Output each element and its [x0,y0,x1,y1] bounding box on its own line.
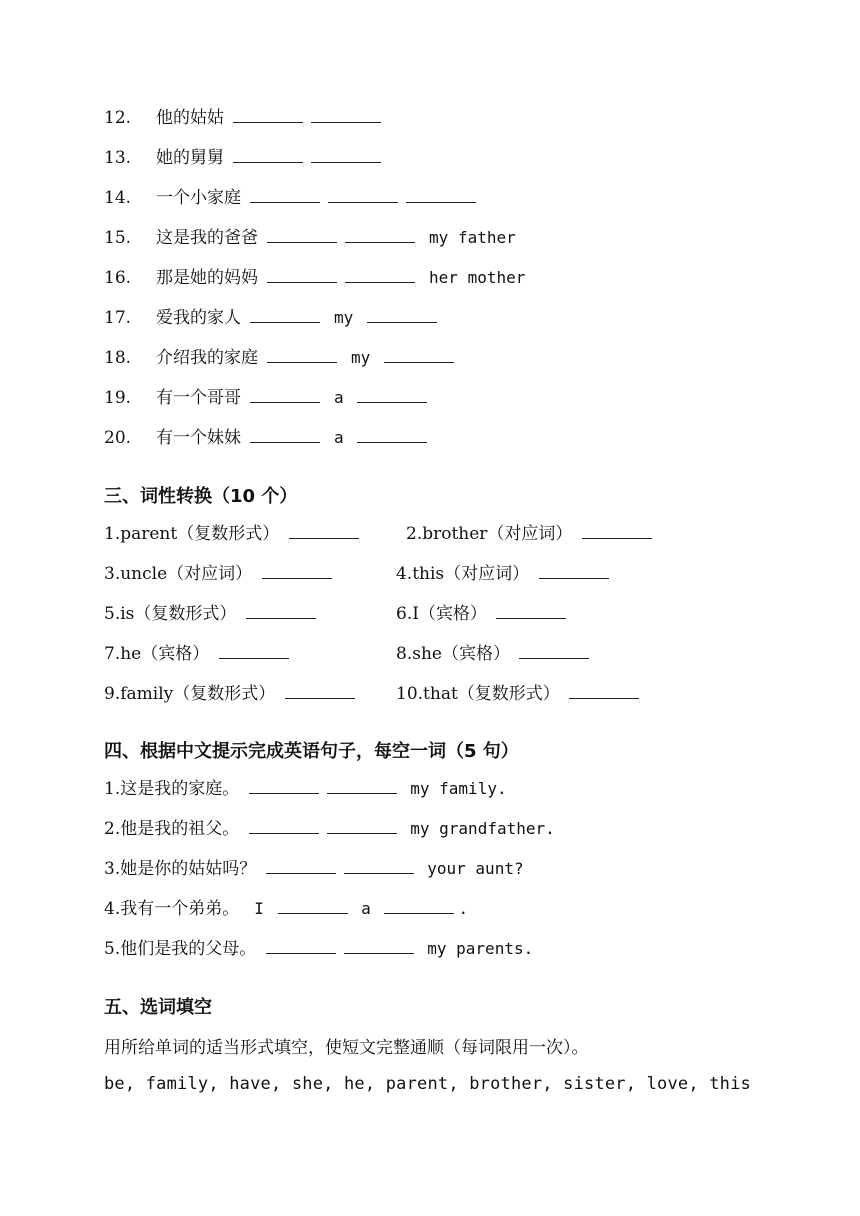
chinese-sentence: 4.我有一个弟弟。 [104,899,245,919]
item-number: 17. [104,308,132,328]
conversion-prompt: 2.brother（对应词） [406,524,578,544]
chinese-prompt: 那是她的妈妈 [156,268,264,288]
sentence-item [104,858,524,880]
item-number: 13. [104,148,132,168]
answer-blank[interactable] [285,684,355,699]
given-words: my grandfather. [400,819,555,838]
answer-blank[interactable] [519,644,589,659]
answer-blank[interactable] [345,228,415,243]
conversion-item [104,683,359,705]
conversion-prompt: 1.parent（复数形式） [104,524,285,544]
answer-blank[interactable] [267,228,337,243]
sentence-item [104,898,468,920]
item-number: 15. [104,228,132,248]
chinese-prompt: 有一个哥哥 [156,388,247,408]
answer-blank[interactable] [327,779,397,794]
section5-instruction: 用所给单词的适当形式填空，使短文完整通顺（每词限用一次）。 [104,1038,589,1058]
answer-blank[interactable] [246,604,316,619]
phrase-item [104,147,385,169]
answer-blank[interactable] [233,148,303,163]
conversion-item [104,523,363,545]
conversion-item [104,603,320,625]
phrase-item [104,347,458,369]
conversion-item [396,563,613,585]
answer-blank[interactable] [262,564,332,579]
conversion-item [396,603,570,625]
chinese-sentence: 1.这是我的家庭。 [104,779,245,799]
conversion-item [406,523,656,545]
conversion-prompt: 4.this（对应词） [396,564,535,584]
answer-blank[interactable] [250,388,320,403]
conversion-prompt: 8.she（宾格） [396,644,516,664]
answer-blank[interactable] [569,684,639,699]
answer-blank[interactable] [345,268,415,283]
phrase-item [104,387,431,409]
conversion-prompt: 9.family（复数形式） [104,684,281,704]
chinese-prompt: 有一个妹妹 [156,428,247,448]
given-word: my [341,348,380,367]
item-number: 16. [104,268,132,288]
answer-blank[interactable] [249,819,319,834]
answer-blank[interactable] [357,388,427,403]
answer-blank[interactable] [384,348,454,363]
chinese-sentence: 3.她是你的姑姑吗？ [104,859,262,879]
answer-blank[interactable] [367,308,437,323]
conversion-prompt: 7.he（宾格） [104,644,215,664]
conversion-item [104,563,336,585]
chinese-prompt: 这是我的爸爸 [156,228,264,248]
conversion-prompt: 6.I（宾格） [396,604,493,624]
answer-blank[interactable] [496,604,566,619]
chinese-prompt: 介绍我的家庭 [156,348,264,368]
chinese-prompt: 她的舅舅 [156,148,230,168]
phrase-item [104,187,480,209]
item-number: 19. [104,388,132,408]
given-words: my father [419,228,516,247]
phrase-item [104,107,385,129]
answer-blank[interactable] [233,108,303,123]
answer-blank[interactable] [250,428,320,443]
sentence-item [104,818,555,840]
section5-title: 五、选词填空 [104,997,212,1018]
answer-blank[interactable] [266,859,336,874]
answer-blank[interactable] [328,188,398,203]
section4-title: 四、根据中文提示完成英语句子，每空一词（5 句） [104,741,519,762]
chinese-sentence: 5.他们是我的父母。 [104,939,262,959]
given-word: I [244,899,274,918]
answer-blank[interactable] [582,524,652,539]
given-words: your aunt? [417,859,524,878]
answer-blank[interactable] [539,564,609,579]
conversion-prompt: 3.uncle（对应词） [104,564,258,584]
item-number: 18. [104,348,132,368]
answer-blank[interactable] [250,188,320,203]
answer-blank[interactable] [357,428,427,443]
phrase-item [104,427,431,449]
given-words: my parents. [417,939,534,958]
conversion-item [396,643,593,665]
phrase-item [104,267,525,289]
answer-blank[interactable] [384,899,454,914]
answer-blank[interactable] [289,524,359,539]
answer-blank[interactable] [249,779,319,794]
answer-blank[interactable] [219,644,289,659]
phrase-item [104,227,516,249]
given-words: . [458,899,469,918]
given-word: my [324,308,363,327]
chinese-prompt: 爱我的家人 [156,308,247,328]
conversion-item [104,643,293,665]
item-number: 20. [104,428,132,448]
answer-blank[interactable] [311,148,381,163]
phrase-item [104,307,441,329]
conversion-prompt: 10.that（复数形式） [396,684,566,704]
given-words: my family. [400,779,507,798]
answer-blank[interactable] [344,859,414,874]
answer-blank[interactable] [250,308,320,323]
answer-blank[interactable] [278,899,348,914]
given-words: her mother [419,268,526,287]
conversion-prompt: 5.is（复数形式） [104,604,242,624]
given-word: a [324,428,354,447]
sentence-item [104,778,507,800]
answer-blank[interactable] [267,268,337,283]
section3-title: 三、词性转换（10 个） [104,486,298,507]
answer-blank[interactable] [266,939,336,954]
answer-blank[interactable] [327,819,397,834]
chinese-sentence: 2.他是我的祖父。 [104,819,245,839]
answer-blank[interactable] [344,939,414,954]
chinese-prompt: 他的姑姑 [156,108,230,128]
answer-blank[interactable] [311,108,381,123]
item-number: 14. [104,188,132,208]
chinese-prompt: 一个小家庭 [156,188,247,208]
answer-blank[interactable] [406,188,476,203]
item-number: 12. [104,108,132,128]
section5-word-bank: be, family, have, she, he, parent, brother, sister, love, this [104,1074,751,1094]
given-word: a [324,388,354,407]
given-word: a [351,899,381,918]
answer-blank[interactable] [267,348,337,363]
sentence-item [104,938,533,960]
conversion-item [396,683,643,705]
